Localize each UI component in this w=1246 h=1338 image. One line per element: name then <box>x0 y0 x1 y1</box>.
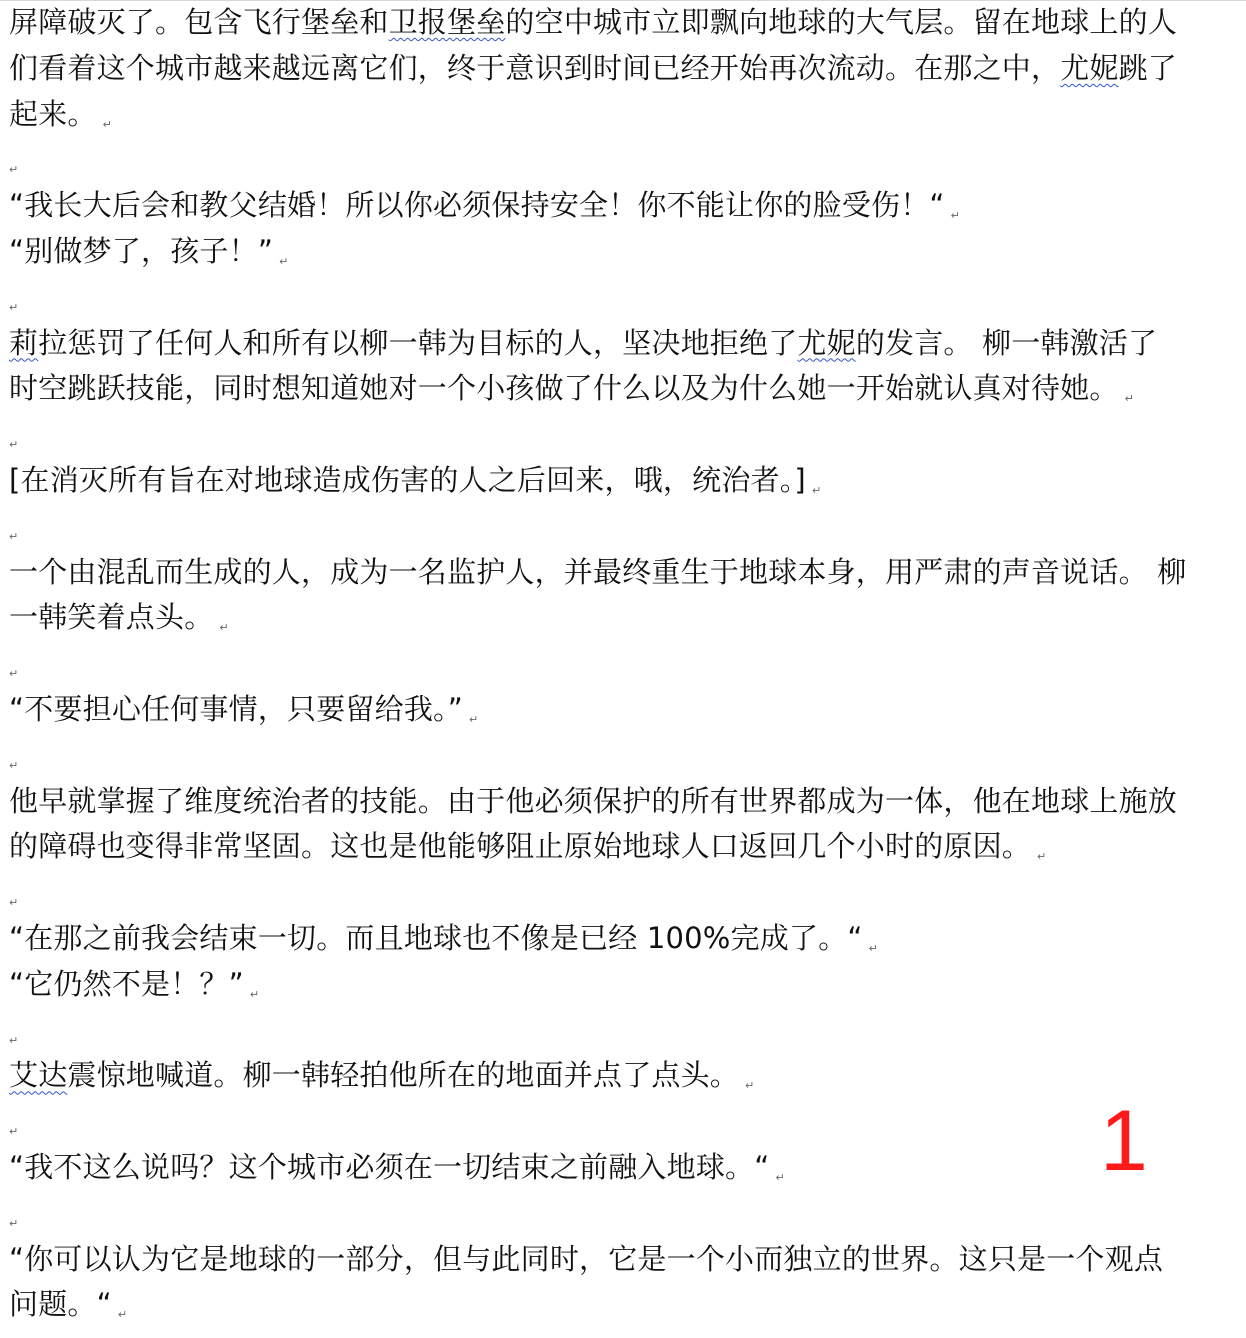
paragraph-mark-icon: ↵ <box>9 896 19 910</box>
paragraph-mark-icon: ↵ <box>219 621 229 635</box>
empty-paragraph-line <box>9 733 1229 779</box>
empty-paragraph-line <box>9 641 1229 687</box>
paragraph-mark-icon: ↵ <box>9 758 19 772</box>
text-line <box>9 366 1229 412</box>
text-segment: “在那之前我会结束一切。而且地球也不像是已经 100%完成了。“ <box>9 920 863 955</box>
paragraph-mark-icon: ↵ <box>9 438 19 452</box>
paragraph-mark-icon: ↵ <box>9 1125 19 1139</box>
paragraph-mark-icon: ↵ <box>868 941 878 955</box>
text-line <box>9 92 1229 138</box>
text-line <box>9 962 1229 1008</box>
text-segment: “别做梦了，孩子！” <box>9 233 274 268</box>
text-segment: “它仍然不是！？” <box>9 966 244 1001</box>
paragraph-mark-icon: ↵ <box>9 1216 19 1230</box>
empty-paragraph-line <box>9 1099 1229 1145</box>
paragraph-mark-icon: ↵ <box>117 1308 128 1322</box>
empty-paragraph-line <box>9 504 1229 550</box>
text-line <box>9 595 1229 641</box>
text-line <box>9 824 1229 870</box>
text-segment: “不要担心任何事情，只要留给我。” <box>9 691 463 726</box>
text-segment: [在消灭所有旨在对地球造成伤害的人之后回来，哦，统治者。] <box>9 462 806 497</box>
paragraph-mark-icon: ↵ <box>102 117 113 131</box>
text-segment: 一韩笑着点头。 <box>9 600 214 635</box>
page-number-annotation: 1 <box>1100 1093 1148 1189</box>
text-segment: “你可以认为它是地球的一部分，但与此同时，它是一个小而独立的世界。这只是一个观点 <box>9 1241 1164 1276</box>
paragraph-mark-icon: ↵ <box>279 254 289 268</box>
empty-paragraph-line <box>9 1008 1229 1054</box>
empty-paragraph-line <box>9 275 1229 321</box>
text-segment: 的空中城市立即飘向地球的大气层。留在地球上的人 <box>505 5 1178 39</box>
text-segment: “我长大后会和教父结婚！所以你必须保持安全！你不能让你的脸受伤！“ <box>9 188 945 223</box>
spellcheck-flagged-text: 尤妮 <box>1060 50 1119 85</box>
text-line <box>9 1282 1229 1328</box>
text-segment: 们看着这个城市越来越远离它们，终于意识到时间已经开始再次流动。在那之中， <box>9 50 1061 85</box>
paragraph-mark-icon: ↵ <box>950 209 961 223</box>
text-segment: 的发言。 柳一韩激活了 <box>855 325 1158 360</box>
paragraph-mark-icon: ↵ <box>811 483 822 497</box>
spellcheck-flagged-text: 艾达 <box>9 1058 68 1093</box>
text-line <box>9 458 1229 504</box>
paragraph-mark-icon: ↵ <box>775 1170 785 1184</box>
spellcheck-flagged-text: 莉 <box>9 325 39 360</box>
paragraph-mark-icon: ↵ <box>468 712 479 726</box>
text-segment: 问题。“ <box>9 1287 112 1322</box>
text-line <box>9 1145 1229 1191</box>
paragraph-mark-icon: ↵ <box>9 163 19 177</box>
text-segment: 拉惩罚了任何人和所有以柳一韩为目标的人，坚决地拒绝了 <box>38 325 798 360</box>
text-segment: 他早就掌握了维度统治者的技能。由于他必须保护的所有世界都成为一体，他在地球上施放 <box>9 783 1178 818</box>
empty-paragraph-line <box>9 870 1229 916</box>
text-line <box>9 1053 1229 1099</box>
paragraph-mark-icon: ↵ <box>9 300 19 314</box>
text-line <box>9 0 1229 46</box>
text-line <box>9 550 1229 596</box>
paragraph-mark-icon: ↵ <box>9 529 19 543</box>
spellcheck-flagged-text: 尤妮 <box>797 325 856 360</box>
text-segment: 一个由混乱而生成的人，成为一名监护人，并最终重生于地球本身，用严肃的声音说话。 柳 <box>9 554 1187 589</box>
text-segment: 时空跳跃技能，同时想知道她对一个小孩做了什么以及为什么她一开始就认真对待她。 <box>9 371 1119 406</box>
spellcheck-flagged-text: 卫报堡垒 <box>388 5 506 39</box>
paragraph-mark-icon: ↵ <box>9 667 19 681</box>
text-line <box>9 687 1229 733</box>
empty-paragraph-line <box>9 137 1229 183</box>
text-segment: 跳了 <box>1118 50 1178 85</box>
text-segment: “我不这么说吗？这个城市必须在一切结束之前融入地球。“ <box>9 1149 770 1184</box>
paragraph-mark-icon: ↵ <box>249 987 260 1001</box>
text-segment: 震惊地喊道。柳一韩轻拍他所在的地面并点了点头。 <box>67 1058 740 1093</box>
paragraph-mark-icon: ↵ <box>745 1079 755 1093</box>
text-line <box>9 916 1229 962</box>
paragraph-mark-icon: ↵ <box>9 1033 19 1047</box>
document-body[interactable] <box>9 0 1229 1328</box>
text-line <box>9 1237 1229 1283</box>
text-line <box>9 183 1229 229</box>
empty-paragraph-line <box>9 1191 1229 1237</box>
empty-paragraph-line <box>9 412 1229 458</box>
text-segment: 的障碍也变得非常坚固。这也是他能够阻止原始地球人口返回几个小时的原因。 <box>9 829 1032 864</box>
text-line <box>9 779 1229 825</box>
text-segment: 起来。 <box>9 96 97 131</box>
paragraph-mark-icon: ↵ <box>1124 392 1135 406</box>
text-segment: 屏障破灭了。包含飞行堡垒和 <box>9 5 389 39</box>
text-line <box>9 229 1229 275</box>
text-line <box>9 321 1229 367</box>
text-line <box>9 46 1229 92</box>
paragraph-mark-icon: ↵ <box>1037 850 1047 864</box>
